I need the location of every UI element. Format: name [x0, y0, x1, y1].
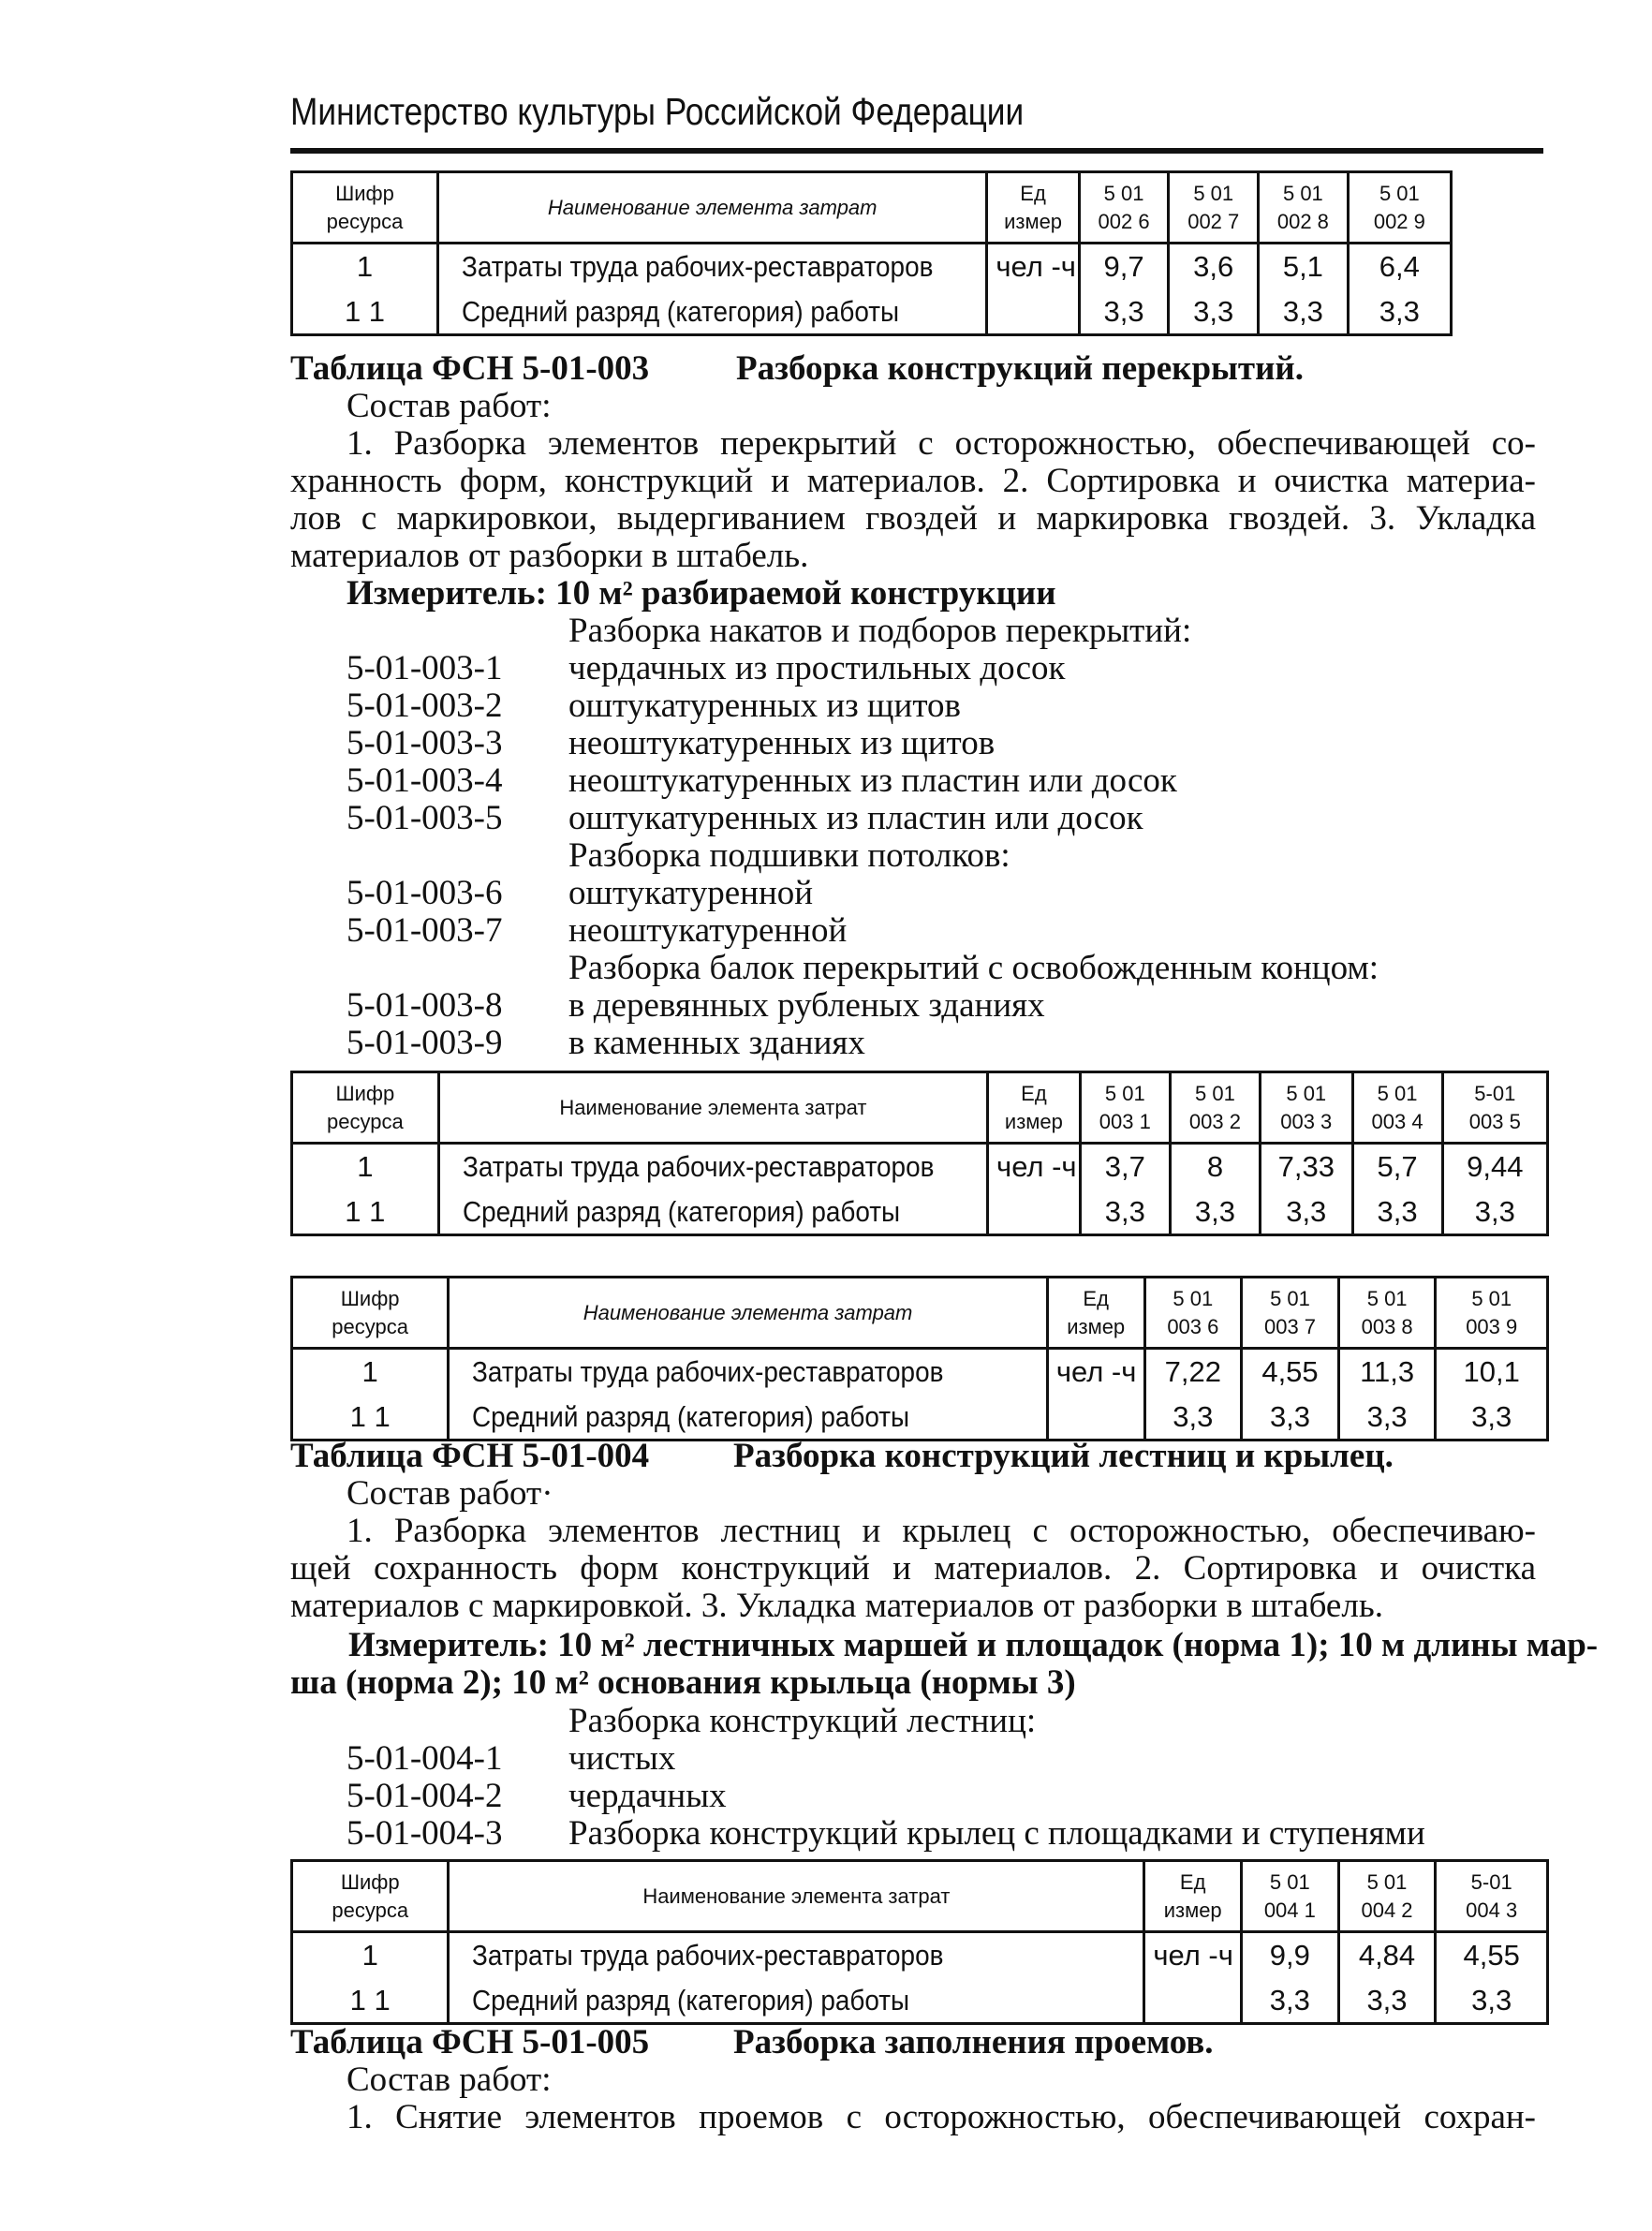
- paragraph-line: 1. Разборка элементов перекрытий с осторожностью, обеспечивающей со-: [347, 424, 1536, 463]
- col-header-norm: 5 01 003 2: [1170, 1072, 1260, 1144]
- table-header-row: [292, 1072, 1548, 1144]
- table-row: [292, 1144, 1548, 1190]
- norm-code: 5-01-003-9: [347, 1024, 503, 1062]
- cell-unit: [1047, 1396, 1144, 1441]
- paragraph-line: материалов с маркировкой. 3. Укладка материалов от разборки в штабель.: [290, 1587, 1383, 1625]
- table-row: [292, 1979, 1548, 2024]
- cell-value: 3,3: [1338, 1396, 1436, 1441]
- col-header-code: Шифр ресурса: [292, 1072, 439, 1144]
- norm-description: чистых: [568, 1739, 676, 1778]
- cell-code: 1 1: [292, 290, 438, 335]
- table-title: Разборка конструкций лестниц и крылец.: [733, 1437, 1394, 1475]
- cell-name: Затраты труда рабочих-реставраторов: [449, 1349, 1048, 1396]
- col-header-norm: 5 01 003 6: [1144, 1278, 1242, 1349]
- paragraph-line: хранность форм, конструкций и материалов. 2. Сортировка и очистка материа-: [290, 462, 1536, 500]
- cell-unit: [987, 290, 1079, 335]
- table-title: Разборка конструкций перекрытий.: [736, 349, 1304, 388]
- norm-code: 5-01-003-1: [347, 649, 503, 687]
- cell-value: 5,1: [1259, 244, 1349, 290]
- group-heading: Разборка балок перекрытий с освобожденным концом:: [568, 949, 1379, 987]
- norm-code: 5-01-003-4: [347, 761, 503, 800]
- cell-code: 1 1: [292, 1979, 449, 2024]
- cell-value: 3,3: [1442, 1190, 1547, 1235]
- resource-table-5-01-004: [290, 1859, 1549, 2025]
- col-header-norm: 5 01 004 1: [1242, 1861, 1339, 1932]
- col-header-norm: 5 01 002 7: [1169, 172, 1259, 244]
- cell-name: Средний разряд (категория) работы: [449, 1396, 1048, 1441]
- composition-label: Состав работ·: [347, 1474, 553, 1513]
- cell-code: 1: [292, 244, 438, 290]
- norm-code: 5-01-003-7: [347, 911, 503, 950]
- norm-description: неоштукатуренных из пластин или досок: [568, 761, 1177, 800]
- table-row: [292, 1349, 1548, 1396]
- resource-table-5-01-003-part2: [290, 1276, 1549, 1441]
- cell-value: 3,3: [1170, 1190, 1260, 1235]
- composition-label: Состав работ:: [347, 387, 552, 425]
- table-row: [292, 1396, 1548, 1441]
- norm-code: 5-01-004-1: [347, 1739, 503, 1778]
- col-header-name: Наименование элемента затрат: [449, 1278, 1048, 1349]
- cell-value: 9,9: [1242, 1932, 1339, 1979]
- cell-name: Затраты труда рабочих-реставраторов: [438, 1144, 987, 1190]
- cell-value: 3,3: [1242, 1396, 1339, 1441]
- cell-value: 3,3: [1348, 290, 1451, 335]
- cell-unit: чел -ч: [1047, 1349, 1144, 1396]
- paragraph-line: щей сохранность форм конструкций и материалов. 2. Сортировка и очистка: [290, 1549, 1536, 1588]
- table-heading-5-01-004: [290, 1438, 1536, 1477]
- cell-unit: [1144, 1979, 1242, 2024]
- composition-label: Состав работ:: [347, 2061, 552, 2099]
- col-header-unit: Ед измер: [988, 1072, 1081, 1144]
- cell-value: 8: [1170, 1144, 1260, 1190]
- paragraph-line: 1. Разборка элементов лестниц и крылец с осторожностью, обеспечиваю-: [347, 1512, 1536, 1550]
- cell-name: Средний разряд (категория) работы: [438, 290, 987, 335]
- cell-value: 3,3: [1436, 1979, 1548, 2024]
- col-header-norm: 5 01 003 7: [1242, 1278, 1339, 1349]
- norm-code: 5-01-003-8: [347, 986, 503, 1025]
- composition-paragraph: [290, 2099, 1536, 2136]
- col-header-code: Шифр ресурса: [292, 1278, 449, 1349]
- cell-value: 6,4: [1348, 244, 1451, 290]
- paragraph-line: 1. Снятие элементов проемов с осторожностью, обеспечивающей сохран-: [347, 2098, 1536, 2136]
- cell-name: Затраты труда рабочих-реставраторов: [438, 244, 987, 290]
- resource-table-5-01-002: [290, 170, 1453, 336]
- table-heading-5-01-003: [290, 350, 1536, 390]
- col-header-name: Наименование элемента затрат: [438, 172, 987, 244]
- cell-code: 1: [292, 1349, 449, 1396]
- cell-value: 10,1: [1436, 1349, 1548, 1396]
- table-row: [292, 1190, 1548, 1235]
- cell-value: 5,7: [1352, 1144, 1442, 1190]
- cell-unit: чел -ч: [987, 244, 1079, 290]
- col-header-unit: Ед измер: [1144, 1861, 1242, 1932]
- cell-value: 7,22: [1144, 1349, 1242, 1396]
- cell-name: Затраты труда рабочих-реставраторов: [449, 1932, 1144, 1979]
- col-header-norm: 5 01 002 8: [1259, 172, 1349, 244]
- norm-code: 5-01-003-2: [347, 687, 503, 725]
- header-rule: [290, 148, 1543, 154]
- col-header-norm: 5 01 004 2: [1338, 1861, 1436, 1932]
- table-row: [292, 290, 1452, 335]
- composition-paragraph: [290, 1513, 1536, 1625]
- cell-code: 1 1: [292, 1396, 449, 1441]
- cell-code: 1: [292, 1932, 449, 1979]
- norm-description: неоштукатуренных из щитов: [568, 724, 996, 762]
- paragraph-line: ша (норма 2); 10 м² основания крыльца (нормы 3): [290, 1663, 1076, 1702]
- norm-code: 5-01-004-2: [347, 1777, 503, 1815]
- table-header-row: [292, 1278, 1548, 1349]
- cell-value: 3,3: [1352, 1190, 1442, 1235]
- running-header: Министерство культуры Российской Федерации: [290, 90, 1025, 133]
- cell-value: 3,7: [1080, 1144, 1170, 1190]
- cell-value: 9,7: [1079, 244, 1169, 290]
- cell-name: Средний разряд (категория) работы: [438, 1190, 987, 1235]
- table-code: Таблица ФСН 5-01-003: [290, 349, 650, 388]
- col-header-norm: 5 01 003 4: [1352, 1072, 1442, 1144]
- cell-value: 3,6: [1169, 244, 1259, 290]
- col-header-norm: 5 01 003 9: [1436, 1278, 1548, 1349]
- norm-description: оштукатуренных из пластин или досок: [568, 799, 1143, 837]
- cell-unit: чел -ч: [1144, 1932, 1242, 1979]
- composition-paragraph: [290, 425, 1536, 575]
- cell-value: 3,3: [1242, 1979, 1339, 2024]
- norm-code: 5-01-003-5: [347, 799, 503, 837]
- cell-value: 7,33: [1261, 1144, 1352, 1190]
- norm-code: 5-01-003-6: [347, 874, 503, 912]
- table-heading-5-01-005: [290, 2024, 1536, 2063]
- col-header-norm: 5 01 003 8: [1338, 1278, 1436, 1349]
- cell-value: 4,55: [1242, 1349, 1339, 1396]
- cell-value: 9,44: [1442, 1144, 1547, 1190]
- norm-description: Разборка конструкций крылец с площадками и ступенями: [568, 1814, 1425, 1853]
- paragraph-line: Измеритель: 10 м² лестничных маршей и площадок (норма 1); 10 м длины мар-: [348, 1626, 1599, 1664]
- col-header-name: Наименование элемента затрат: [438, 1072, 987, 1144]
- norm-description: оштукатуренной: [568, 874, 814, 912]
- norm-description: чердачных из простильных досок: [568, 649, 1066, 687]
- norm-description: чердачных: [568, 1777, 727, 1815]
- table-header-row: [292, 1861, 1548, 1932]
- cell-code: 1 1: [292, 1190, 439, 1235]
- group-heading: Разборка подшивки потолков:: [568, 836, 1010, 875]
- col-header-norm: 5-01 004 3: [1436, 1861, 1548, 1932]
- paragraph-line: лов с маркировкои, выдергиванием гвоздей и маркировка гвоздей. 3. Укладка: [290, 499, 1536, 538]
- cell-value: 4,84: [1338, 1932, 1436, 1979]
- col-header-unit: Ед измер: [987, 172, 1079, 244]
- cell-code: 1: [292, 1144, 439, 1190]
- cell-value: 3,3: [1080, 1190, 1170, 1235]
- col-header-name: Наименование элемента затрат: [449, 1861, 1144, 1932]
- table-header-row: [292, 172, 1452, 244]
- col-header-norm: 5 01 003 1: [1080, 1072, 1170, 1144]
- col-header-code: Шифр ресурса: [292, 1861, 449, 1932]
- cell-value: 3,3: [1144, 1396, 1242, 1441]
- norm-code: 5-01-003-3: [347, 724, 503, 762]
- table-title: Разборка заполнения проемов.: [733, 2023, 1214, 2061]
- cell-value: 3,3: [1169, 290, 1259, 335]
- cell-value: 3,3: [1338, 1979, 1436, 2024]
- norm-description: в деревянных рубленых зданиях: [568, 986, 1045, 1025]
- norm-code: 5-01-004-3: [347, 1814, 503, 1853]
- cell-unit: чел -ч: [988, 1144, 1081, 1190]
- table-code: Таблица ФСН 5-01-005: [290, 2023, 650, 2061]
- col-header-norm: 5 01 003 3: [1261, 1072, 1352, 1144]
- cell-value: 4,55: [1436, 1932, 1548, 1979]
- cell-value: 11,3: [1338, 1349, 1436, 1396]
- group-heading: Разборка конструкций лестниц:: [568, 1702, 1037, 1740]
- cell-unit: [988, 1190, 1081, 1235]
- paragraph-line: материалов от разборки в штабель.: [290, 537, 809, 575]
- cell-name: Средний разряд (категория) работы: [449, 1979, 1144, 2024]
- col-header-unit: Ед измер: [1047, 1278, 1144, 1349]
- norm-description: оштукатуренных из щитов: [568, 687, 961, 725]
- table-code: Таблица ФСН 5-01-004: [290, 1437, 650, 1475]
- resource-table-5-01-003-part1: [290, 1071, 1549, 1236]
- col-header-norm: 5-01 003 5: [1442, 1072, 1547, 1144]
- cell-value: 3,3: [1436, 1396, 1548, 1441]
- group-heading: Разборка накатов и подборов перекрытий:: [568, 612, 1192, 650]
- cell-value: 3,3: [1079, 290, 1169, 335]
- table-row: [292, 1932, 1548, 1979]
- measure-unit: Измеритель: 10 м² разбираемой конструкции: [347, 574, 1056, 613]
- norm-description: неоштукатуренной: [568, 911, 848, 950]
- col-header-norm: 5 01 002 9: [1348, 172, 1451, 244]
- cell-value: 3,3: [1259, 290, 1349, 335]
- measure-unit: [290, 1626, 1599, 1702]
- col-header-code: Шифр ресурса: [292, 172, 438, 244]
- norm-description: в каменных зданиях: [568, 1024, 865, 1062]
- table-row: [292, 244, 1452, 290]
- cell-value: 3,3: [1261, 1190, 1352, 1235]
- col-header-norm: 5 01 002 6: [1079, 172, 1169, 244]
